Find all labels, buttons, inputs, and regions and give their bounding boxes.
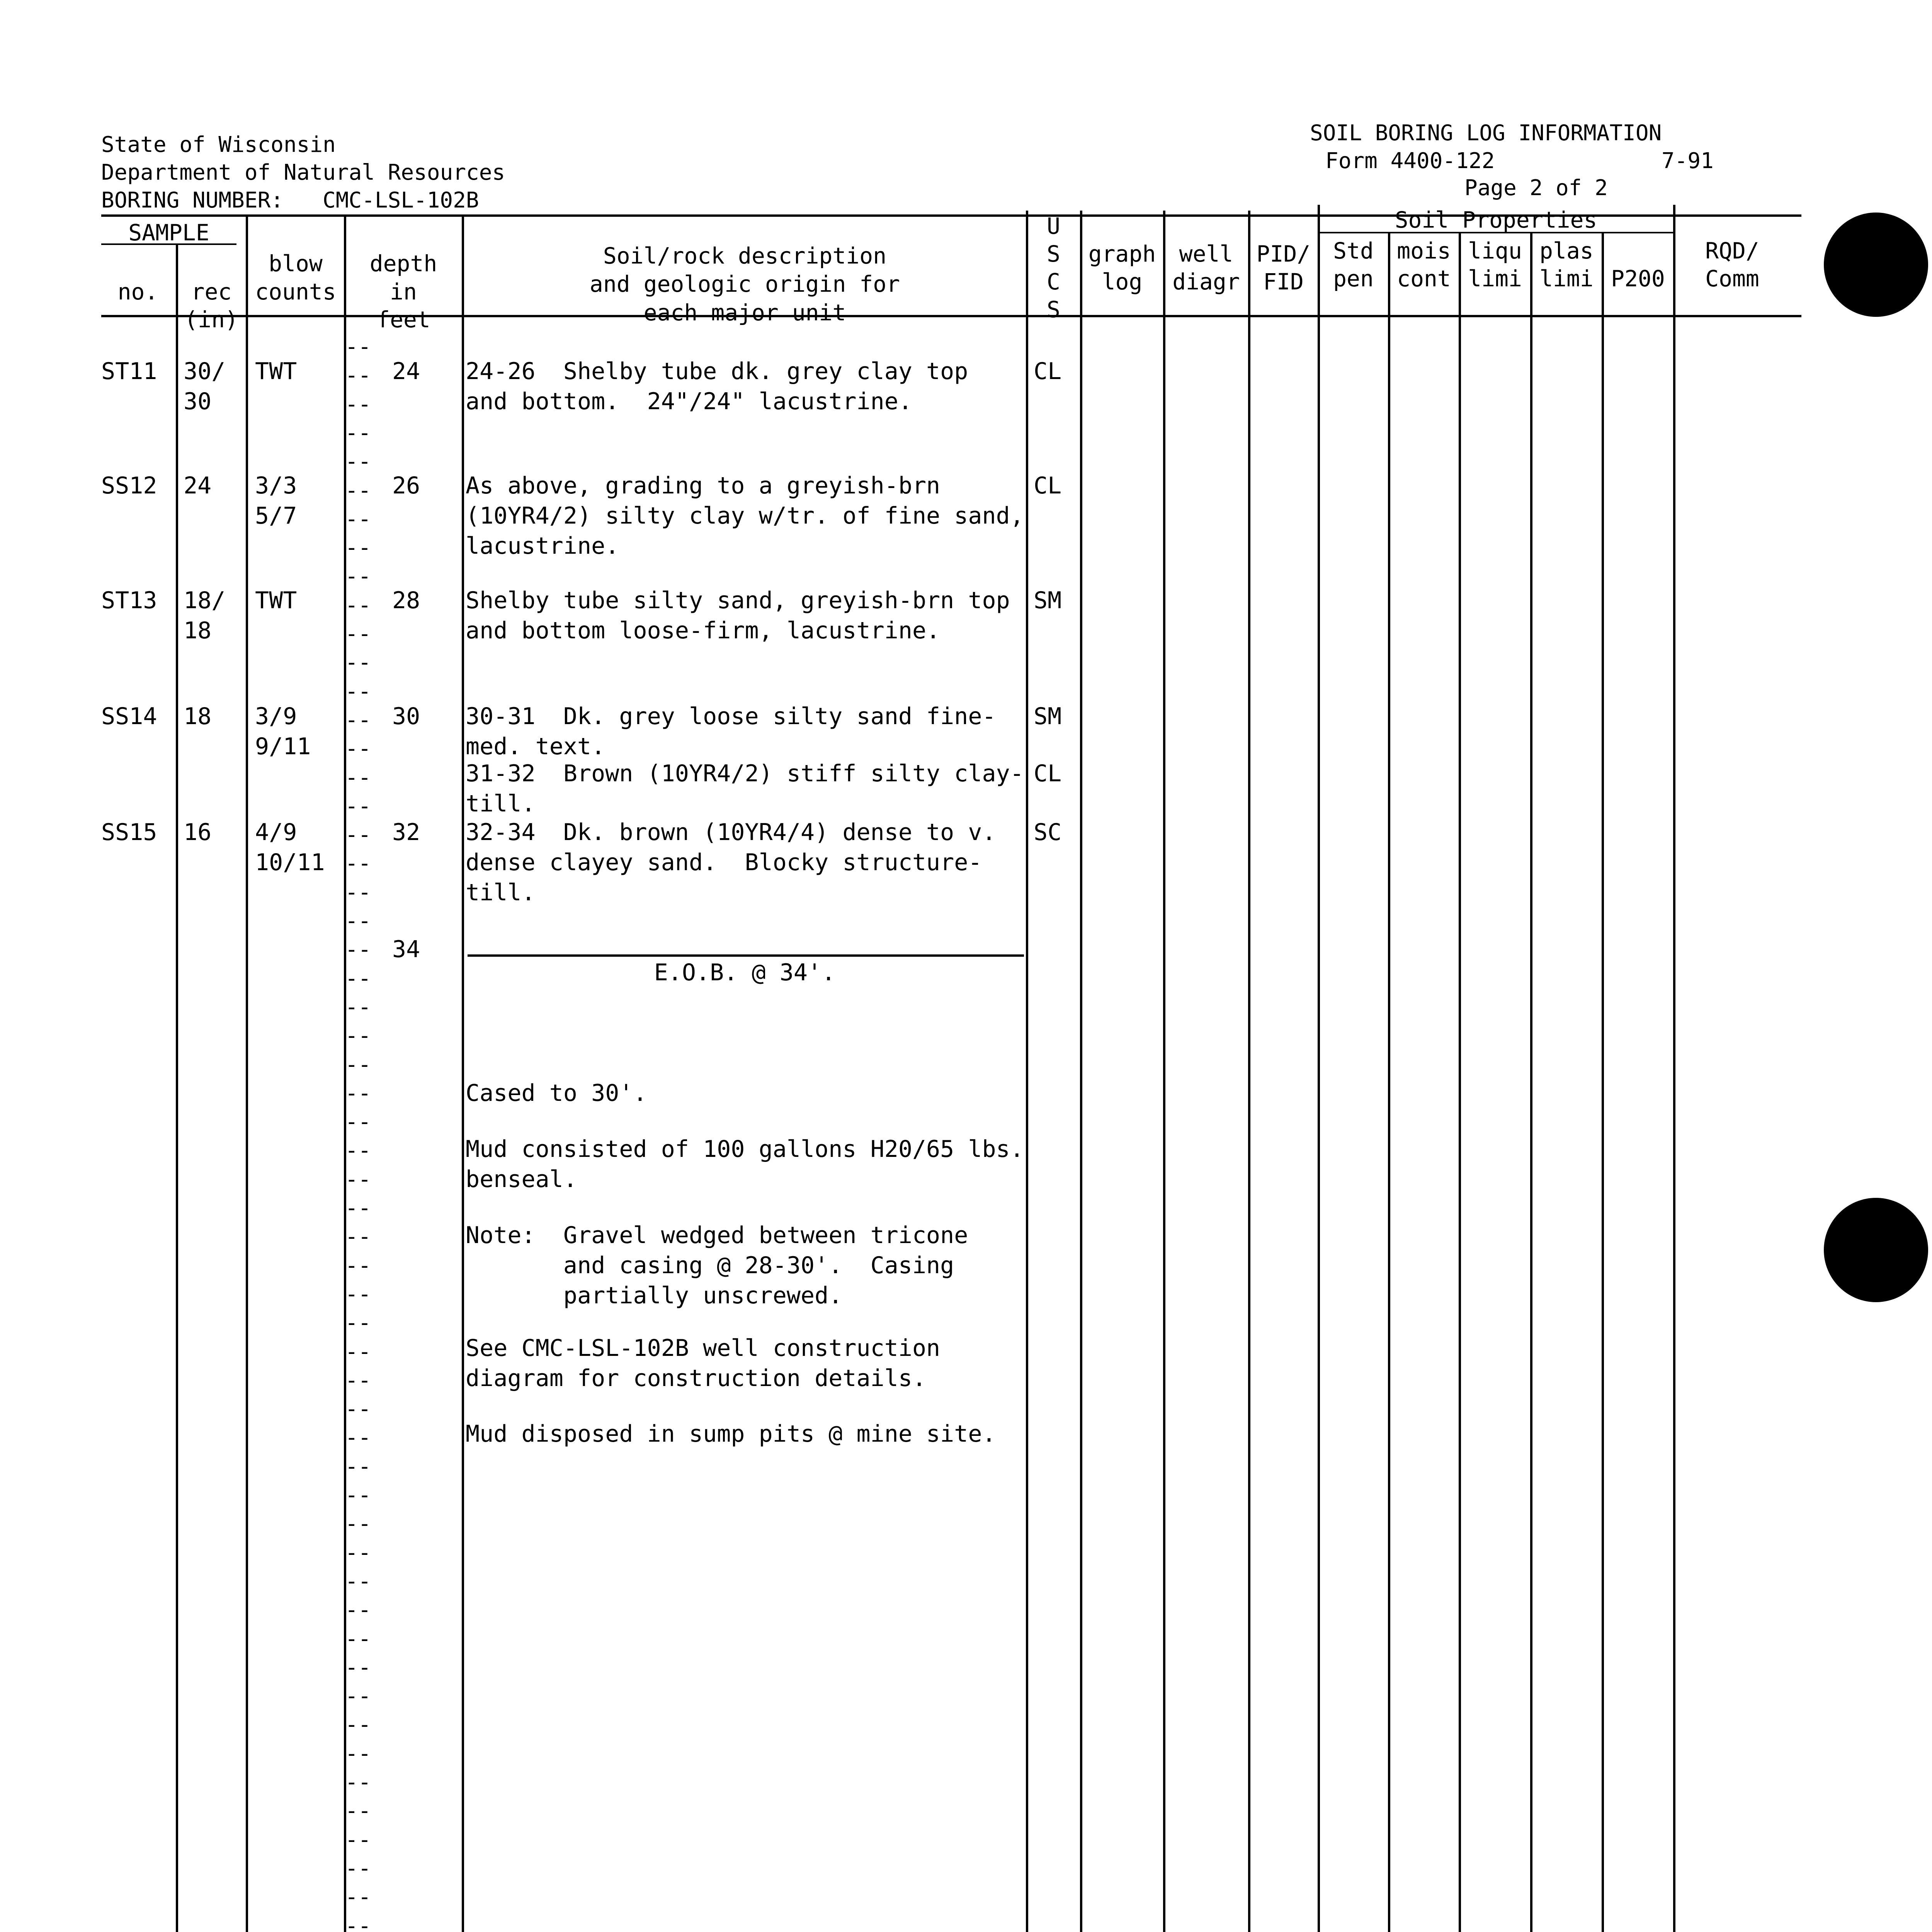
agency-line-1: State of Wisconsin [101,132,336,157]
depth-tick: -- [345,1282,371,1307]
col-mois-1: mois [1397,238,1451,264]
end-depth: 34 [392,936,420,963]
depth-tick: -- [345,593,371,618]
depth-tick: -- [345,507,371,532]
depth-tick: -- [345,1138,371,1163]
sample-description: 24-26 Shelby tube dk. grey clay top and bottom. 24"/24" lacustrine. [466,358,968,415]
depth-tick: -- [345,1884,371,1910]
col-plas-1: plas [1539,238,1594,264]
depth-tick: -- [345,880,371,905]
col-rec-1: rec [191,279,232,305]
sample-depth: 24 [392,358,420,385]
col-graph-1: graph [1088,241,1156,267]
depth-tick: -- [345,1626,371,1651]
depth-tick: -- [345,1856,371,1881]
form-date: 7-91 [1662,148,1714,173]
depth-tick: -- [345,822,371,847]
depth-tick: -- [345,621,371,646]
col-no: no. [117,279,158,305]
sample-uscs: SC [1034,819,1062,846]
col-graph-2: log [1102,269,1143,295]
col-uscs-u: U [1047,213,1060,239]
sample-description: As above, grading to a greyish-brn (10YR4/2) silty clay w/tr. of fine sand, lacustrine. [466,472,1024,560]
col-sample: SAMPLE [128,219,209,246]
depth-tick: -- [345,995,371,1020]
sample-depth: 30 [392,703,420,730]
depth-tick: -- [345,937,371,962]
sample-uscs: SM [1034,703,1062,730]
col-blow-2: counts [255,279,336,305]
sample-description: 32-34 Dk. brown (10YR4/4) dense to v. dense clayey sand. Blocky structure- till. [466,819,996,906]
end-of-boring-rule [468,954,1024,957]
col-desc-1: Soil/rock description [603,243,887,269]
page-indicator: Page 2 of 2 [1464,175,1608,201]
depth-tick: -- [345,1023,371,1048]
sample-depth: 28 [392,587,420,614]
depth-tick: -- [345,650,371,675]
depth-tick: -- [345,564,371,589]
depth-tick: -- [345,1798,371,1823]
depth-tick: -- [345,736,371,761]
col-mois-2: cont [1397,265,1451,292]
col-uscs-s2: S [1047,296,1060,323]
depth-tick: -- [345,765,371,790]
depth-tick: -- [345,1224,371,1249]
depth-tick: -- [345,478,371,503]
depth-tick: -- [345,1770,371,1795]
col-desc-2: and geologic origin for [589,271,900,297]
col-desc-3: each major unit [643,299,846,326]
form-title: SOIL BORING LOG INFORMATION [1310,121,1662,146]
sample-description: Shelby tube silty sand, greyish-brn top and bottom loose-firm, lacustrine. [466,587,1010,644]
sample-depth: 32 [392,819,420,846]
depth-tick: -- [345,1569,371,1594]
depth-tick: -- [345,1052,371,1077]
sample-blow: 4/9 10/11 [255,819,325,876]
depth-tick: -- [345,1483,371,1508]
note-see-diagram: See CMC-LSL-102B well construction diagram for construction details. [466,1335,940,1392]
col-rec-2: (in) [184,306,238,333]
depth-tick: -- [345,334,371,359]
depth-tick: -- [345,1310,371,1335]
depth-tick: -- [345,908,371,934]
sample-uscs: CL [1034,760,1062,787]
binder-hole-middle [1824,1198,1928,1302]
sample-blow: TWT [255,358,297,385]
depth-tick: -- [345,1913,371,1932]
sample-no: SS12 [101,472,157,499]
depth-tick: -- [345,1339,371,1364]
depth-tick: -- [345,363,371,388]
depth-tick: -- [345,1511,371,1536]
sample-description: 30-31 Dk. grey loose silty sand fine- med. text. [466,703,996,760]
depth-tick: -- [345,1253,371,1278]
depth-tick: -- [345,794,371,819]
sample-uscs: SM [1034,587,1062,614]
depth-tick: -- [345,707,371,733]
sample-no: SS15 [101,819,157,846]
depth-tick: -- [345,1081,371,1106]
depth-tick: -- [345,1655,371,1680]
depth-tick: -- [345,1109,371,1134]
end-of-boring: E.O.B. @ 34'. [654,959,836,986]
sample-rec: 18/ 18 [184,587,226,644]
depth-tick: -- [345,966,371,991]
sample-uscs: CL [1034,472,1062,499]
note-mud-disposal: Mud disposed in sump pits @ mine site. [466,1420,996,1447]
col-liqu-2: limi [1468,265,1522,292]
depth-tick: -- [345,1597,371,1622]
col-std-2: pen [1333,265,1374,292]
col-pid-2: FID [1263,269,1304,295]
depth-tick: -- [345,1684,371,1709]
depth-tick: -- [345,1454,371,1479]
agency-line-2: Department of Natural Resources [101,160,505,185]
note-gravel: Note: Gravel wedged between tricone and casing @ 28-30'. Casing partially unscrewed. [466,1222,968,1309]
depth-tick: -- [345,1167,371,1192]
depth-tick: -- [345,449,371,474]
sample-depth: 26 [392,472,420,499]
sample-rec: 16 [184,819,212,846]
sample-rec: 30/ 30 [184,358,226,415]
sample-no: SS14 [101,703,157,730]
col-depth-3: feet [376,306,430,333]
col-depth-2: in [390,279,417,305]
note-mud: Mud consisted of 100 gallons H20/65 lbs. benseal. [466,1136,1024,1193]
col-blow-1: blow [269,250,323,277]
depth-tick: -- [345,1425,371,1450]
sample-blow: 3/3 5/7 [255,472,297,529]
depth-tick: -- [345,392,371,417]
note-cased: Cased to 30'. [466,1080,647,1107]
sample-no: ST11 [101,358,157,385]
boring-number-value: CMC-LSL-102B [323,188,479,213]
binder-hole-top [1824,213,1928,317]
sample-blow: 3/9 9/11 [255,703,311,760]
sample-description: 31-32 Brown (10YR4/2) stiff silty clay- till. [466,760,1024,817]
depth-tick: -- [345,420,371,446]
depth-tick: -- [345,1540,371,1565]
sample-rec: 24 [184,472,212,499]
col-well-1: well [1179,241,1233,267]
col-rqd-2: Comm [1705,265,1759,292]
depth-tick: -- [345,1712,371,1737]
boring-number-label: BORING NUMBER: [101,188,284,213]
col-depth-1: depth [369,250,437,277]
depth-tick: -- [345,1196,371,1221]
sample-no: ST13 [101,587,157,614]
sample-rec: 18 [184,703,212,730]
depth-tick: -- [345,851,371,876]
col-plas-2: limi [1539,265,1594,292]
col-p200: P200 [1611,265,1665,292]
col-liqu-1: liqu [1468,238,1522,264]
depth-tick: -- [345,1368,371,1393]
form-number: Form 4400-122 [1325,148,1495,173]
depth-tick: -- [345,1396,371,1422]
col-pid-1: PID/ [1256,241,1311,267]
depth-tick: -- [345,535,371,560]
sample-uscs: CL [1034,358,1062,385]
depth-tick: -- [345,1827,371,1852]
col-well-2: diagr [1172,269,1240,295]
col-rqd-1: RQD/ [1705,238,1759,264]
col-uscs-c: C [1047,269,1060,295]
depth-tick: -- [345,1741,371,1766]
col-uscs-s1: S [1047,241,1060,267]
col-soil-properties: Soil Properties [1395,207,1597,233]
col-std-1: Std [1333,238,1374,264]
depth-tick: -- [345,679,371,704]
sample-blow: TWT [255,587,297,614]
